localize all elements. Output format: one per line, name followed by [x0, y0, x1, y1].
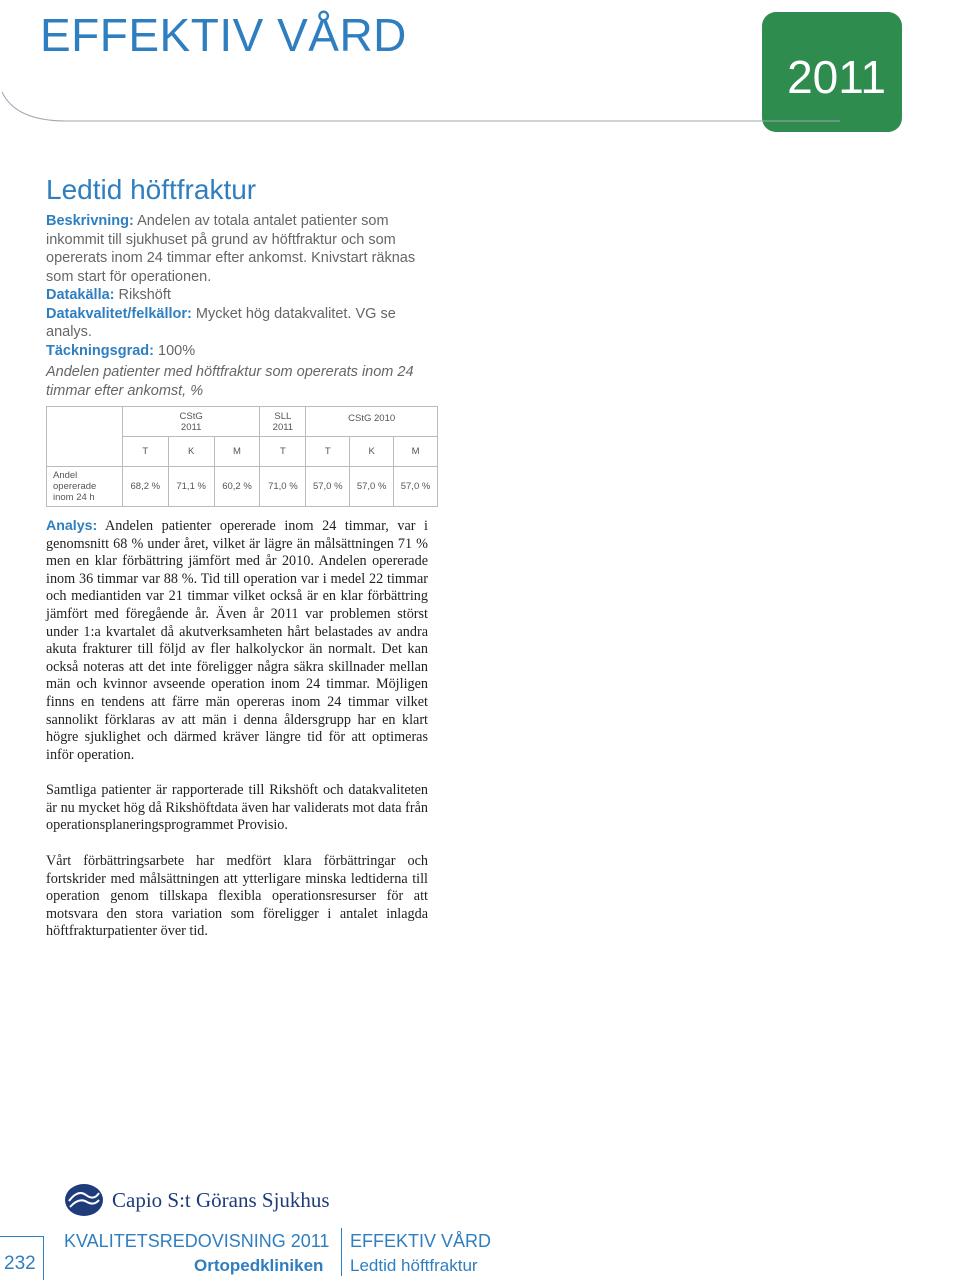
coverage-text: 100%: [158, 342, 196, 359]
footer-report-title: KVALITETSREDOVISNING 2011: [64, 1231, 330, 1251]
page-header-title: EFFEKTIV VÅRD: [40, 9, 407, 61]
source-label: Datakälla:: [46, 287, 115, 303]
coverage-label: Täckningsgrad:: [46, 342, 154, 359]
subheader-cell: M: [394, 437, 438, 467]
value-cell: 57,0 %: [306, 467, 350, 507]
section-title: Ledtid höftfraktur: [46, 174, 257, 205]
year-badge-text: 2011: [787, 51, 886, 103]
group-header-cstg-2010: [306, 407, 438, 437]
value-cell: 71,0 %: [260, 467, 306, 507]
quality-text: Mycket hög datakvalitet. VG se analys.: [46, 305, 396, 340]
source-line: [46, 286, 426, 305]
row-label-line: Andel: [53, 470, 78, 481]
value-cell: 60,2 %: [214, 467, 260, 507]
analysis-lead: Analys:: [46, 518, 98, 534]
value-cell: 71,1 %: [168, 467, 214, 507]
description-text: Andelen av totala antalet patienter som inkommit till sjukhuset på grund av höftfraktur och som opererats inom 24 timmar efter ankomst. Knivstart räknas som start för operationen.: [46, 213, 416, 285]
reporting-paragraph: Samtliga patienter är rapporterade till Rikshöft och datakvaliteten är nu mycket hög då Rikshöftdata även har validerats mot data från operationsplaneringsprogrammet Provisio.: [46, 782, 428, 834]
analysis-text: Andelen patienter opererade inom 24 timmar, var i genomsnitt 68 % under året, vilket är lägre än målsättningen 71 % men en klar förbättring jämfört med år 2010. Andelen opererade inom 36 timmar var 88 %. Tid till operation var i medel 22 timmar och mediantiden var 21 timmar vilket också är en klar förbättring jämfört med föregående år. Även år 2011 var problemen störst under 1:a kvartalet då akutverksamheten hårt belastades av andra akuta frakturer till följd av fler halkolyckor än normalt. Det kan också noteras att det inte föreligger några säkra skillnader mellan män och kvinnor avseende operation inom 24 timmar. Möjligen finns en tendens att färre män opereras inom 24 timmar vilket sannolikt förklaras av att män i denna åldersgrupp har en klart högre sjuklighet och därmed kräver längre tid för att optimeras inför operation.: [46, 518, 428, 763]
footer-subtitle: Ledtid höftfraktur: [350, 1256, 478, 1275]
row-label-line: inom 24 h: [53, 492, 95, 503]
table-group-header-row: [47, 407, 438, 437]
group-header-cstg-2011: [122, 407, 260, 437]
group-header-line: CStG: [179, 410, 203, 422]
results-table: [46, 406, 438, 507]
table-caption: Andelen patienter med höftfraktur som opererats inom 24 timmar efter ankomst, %: [46, 364, 414, 399]
table-corner-cell: [47, 407, 123, 467]
footer-category: EFFEKTIV VÅRD: [350, 1231, 492, 1251]
analysis-paragraph: [46, 518, 428, 764]
row-label-line: opererade: [53, 481, 97, 492]
quality-label: Datakvalitet/felkällor:: [46, 305, 192, 322]
subheader-cell: M: [214, 437, 260, 467]
value-cell: 57,0 %: [350, 467, 394, 507]
subheader-cell: K: [168, 437, 214, 467]
footer-department: Ortopedkliniken: [194, 1256, 324, 1275]
group-header-line: 2011: [180, 421, 202, 433]
source-text: Rikshöft: [118, 287, 171, 303]
capio-logo: [64, 1183, 330, 1217]
page-number: 232: [4, 1253, 36, 1274]
description-label: Beskrivning:: [46, 213, 134, 229]
subheader-cell: T: [122, 437, 168, 467]
group-header-line: 2011: [272, 421, 294, 433]
description-line: [46, 212, 426, 286]
capio-emblem-icon: [64, 1183, 104, 1217]
header-decorative-curve: [0, 88, 840, 128]
quality-line: [46, 305, 426, 342]
logo-text: Capio S:t Görans Sjukhus: [112, 1187, 330, 1212]
value-cell: 68,2 %: [122, 467, 168, 507]
group-header-sll-2011: [260, 407, 306, 437]
coverage-line: [46, 342, 426, 361]
subheader-cell: K: [350, 437, 394, 467]
row-label: [47, 467, 123, 507]
group-header-line: SLL: [274, 410, 292, 422]
improvement-paragraph: Vårt förbättringsarbete har medfört klara förbättringar och fortskrider med målsättningen att ytterligare minska ledtiderna till operation genom tillskapa flexibla operationsresurser för att motsvara den stora variation som föreligger i antalet inlagda höftfrakturpatienter över tid.: [46, 853, 428, 940]
group-header-line: CStG 2010: [348, 413, 396, 424]
subheader-cell: T: [306, 437, 350, 467]
footer-divider: [341, 1228, 342, 1276]
table-row: [47, 467, 438, 507]
value-cell: 57,0 %: [394, 467, 438, 507]
subheader-cell: T: [260, 437, 306, 467]
indicator-metadata: [46, 212, 426, 360]
